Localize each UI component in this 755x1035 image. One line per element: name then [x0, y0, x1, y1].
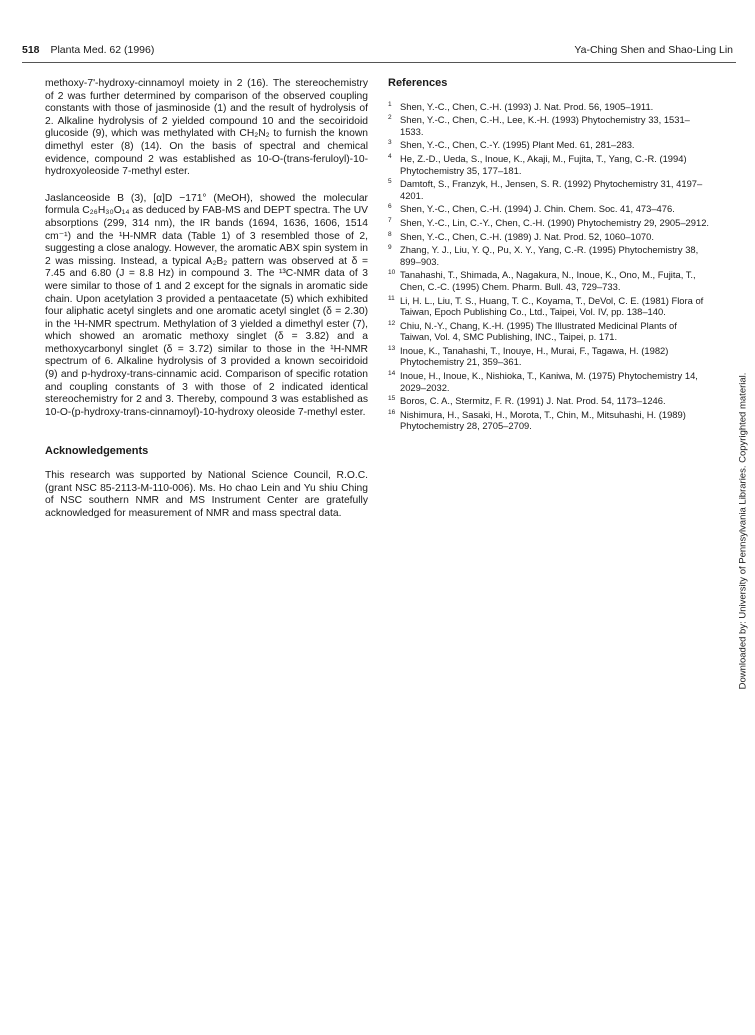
- reference-text: Boros, C. A., Stermitz, F. R. (1991) J. Nat. Prod. 54, 1173–1246.: [400, 395, 666, 407]
- journal-citation: Planta Med. 62 (1996): [50, 44, 155, 56]
- reference-number: 2: [388, 114, 392, 122]
- references-heading: References: [388, 77, 448, 89]
- reference-number: 9: [388, 244, 392, 252]
- reference-number: 16: [388, 408, 396, 416]
- reference-item: [388, 231, 711, 243]
- reference-item: [388, 320, 711, 343]
- reference-number: 14: [388, 370, 396, 378]
- reference-number: 4: [388, 152, 392, 160]
- reference-item: [388, 114, 711, 137]
- reference-text: Damtoft, S., Franzyk, H., Jensen, S. R. (1992) Phytochemistry 31, 4197–4201.: [400, 178, 703, 201]
- reference-item: [388, 217, 711, 229]
- page-number: 518: [22, 44, 40, 56]
- reference-number: 13: [388, 344, 396, 352]
- reference-text: Inoue, K., Tanahashi, T., Inouye, H., Murai, F., Tagawa, H. (1982) Phytochemistry 21, 359–361.: [400, 344, 669, 368]
- reference-text: Shen, Y.-C., Chen, C.-H. (1993) J. Nat. Prod. 56, 1905–1911.: [400, 100, 654, 112]
- reference-text: Tanahashi, T., Shimada, A., Nagakura, N., Inoue, K., Ono, M., Fujita, T., Chen, C.-C. (1995) Chem. Pharm. Bull. 43, 729–733.: [400, 269, 696, 292]
- reference-number: 5: [388, 178, 392, 186]
- reference-text: Chiu, N.-Y., Chang, K.-H. (1995) The Illustrated Medicinal Plants of Taiwan, Vol. 4, SMC Publishing, INC., Taipei, p. 171.: [400, 319, 677, 343]
- reference-number: 10: [388, 269, 396, 277]
- reference-text: Nishimura, H., Sasaki, H., Morota, T., Chin, M., Mitsuhashi, H. (1989) Phytochemistry 28, 2705–2709.: [400, 408, 686, 432]
- reference-item: [388, 345, 711, 368]
- reference-text: Shen, Y.-C., Lin, C.-Y., Chen, C.-H. (1990) Phytochemistry 29, 2905–2912.: [400, 216, 710, 228]
- reference-number: 6: [388, 203, 392, 211]
- reference-text: Zhang, Y. J., Liu, Y. Q., Pu, X. Y., Yang, C.-R. (1995) Phytochemistry 38, 899–903.: [400, 244, 699, 267]
- reference-item: [388, 370, 711, 393]
- body-paragraph-1: methoxy-7'-hydroxy-cinnamoyl moiety in 2 (16). The stereochemistry of 2 was further determined by comparison of the observed coupling constants with those of jasminoside (1) and the result of hydrolysis of 2. Alkaline hydrolysis of 2 yielded compound 10 and the secoiridoid glucoside (9), which was methylated with CH₂N₂ to furnish the known dimethyl ester (8) (14). On the basis of spectral and chemical evidence, compound 2 was established as 10-O-(trans-feruloyl)-10-hydroxyoleoside 7-methyl ester.: [45, 78, 368, 178]
- download-watermark: [738, 342, 748, 720]
- body-paragraph-2: Jaslanceoside B (3), [α]D −171° (MeOH), showed the molecular formula C₂₆H₃₀O₁₄ as deduced by FAB-MS and DEPT spectra. The UV absorptions (299, 314 nm), the IR bands (1694, 1636, 1606, 1514 cm⁻¹) and the ¹H-NMR data (Table 1) of 3 resembled those of 2, suggesting a close analogy. However, the aromatic ABX spin system in 2 was missing. Instead, a typical A₂B₂ pattern was observed at δ = 7.45 and 6.80 (J = 8.8 Hz) in compound 3. The ¹³C-NMR data of 3 were similar to those of 1 and 2 except for the signals in aromatic side chain. Upon acetylation 3 provided a pentaacetate (5) which exhibited four aliphatic acetyl singlets and one aromatic acetyl singlet (δ = 2.30) in the ¹H-NMR spectrum. Methylation of 3 yielded a dimethyl ester (7), which showed an aromatic methoxy singlet (δ = 3.82) and a methoxycarbonyl singlet (δ = 3.72) similar to those in the ¹H-NMR spectrum of 6. Alkaline hydrolysis of 3 provided a known secoiridoid (9) and p-hydroxy-trans-cinnamic acid. Comparison of specific rotation and coupling constants of 3 with those of 2 indicated identical stereochemistry for 2 and 3. Thereby, compound 3 was established as 10-O-(p-hydroxy-trans-cinnamoyl)-10-hydroxy oleoside 7-methyl ester.: [45, 192, 368, 418]
- left-column: [45, 78, 368, 534]
- reference-text: Inoue, H., Inoue, K., Nishioka, T., Kaniwa, M. (1975) Phytochemistry 14, 2029–2032.: [400, 370, 698, 393]
- reference-item: [388, 178, 711, 201]
- reference-item: [388, 203, 711, 215]
- reference-number: 12: [388, 319, 396, 327]
- reference-item: [388, 269, 711, 292]
- running-header: [22, 44, 733, 64]
- reference-number: 11: [388, 294, 395, 302]
- reference-item: [388, 101, 711, 113]
- reference-number: 1: [388, 100, 392, 108]
- header-rule: [22, 62, 736, 63]
- download-notice: Downloaded by: University of Pennsylvania Libraries. Copyrighted material.: [737, 372, 749, 690]
- reference-text: Li, H. L., Liu, T. S., Huang, T. C., Koyama, T., DeVol, C. E. (1981) Flora of Taiwan, Epoch Publishing Co., Ltd., Taipei, Vol. IV, pp. 138–140.: [400, 294, 704, 318]
- reference-text: Shen, Y.-C., Chen, C.-H. (1989) J. Nat. Prod. 52, 1060–1070.: [400, 230, 654, 242]
- reference-number: 7: [388, 216, 392, 224]
- reference-item: [388, 409, 711, 432]
- acknowledgements-heading: Acknowledgements: [45, 445, 149, 458]
- reference-item: [388, 153, 711, 176]
- reference-item: [388, 395, 711, 407]
- reference-number: 3: [388, 139, 392, 147]
- reference-text: Shen, Y.-C., Chen, C.-H. (1994) J. Chin. Chem. Soc. 41, 473–476.: [400, 203, 675, 215]
- acknowledgements-text: This research was supported by National Science Council, R.O.C. (grant NSC 85-2113-M-110-006). Ms. Ho chao Lein and Yu shiu Ching of NSC southern NMR and MS Instrument Center are gratefully acknowledged for measurement of NMR and mass spectral data.: [45, 470, 368, 519]
- reference-list: [388, 101, 711, 432]
- reference-number: 8: [388, 230, 392, 238]
- reference-item: [388, 139, 711, 151]
- reference-item: [388, 295, 711, 318]
- reference-text: He, Z.-D., Ueda, S., Inoue, K., Akaji, M., Fujita, T., Yang, C.-R. (1994) Phytochemistry 35, 177–181.: [400, 152, 687, 176]
- running-authors: Ya-Ching Shen and Shao-Ling Lin: [574, 44, 733, 56]
- reference-text: Shen, Y.-C., Chen, C.-H., Lee, K.-H. (1993) Phytochemistry 33, 1531–1533.: [400, 114, 690, 137]
- references-column: [388, 78, 711, 434]
- reference-item: [388, 244, 711, 267]
- reference-text: Shen, Y.-C., Chen, C.-Y. (1995) Plant Med. 61, 281–283.: [400, 139, 635, 151]
- reference-number: 15: [388, 395, 396, 403]
